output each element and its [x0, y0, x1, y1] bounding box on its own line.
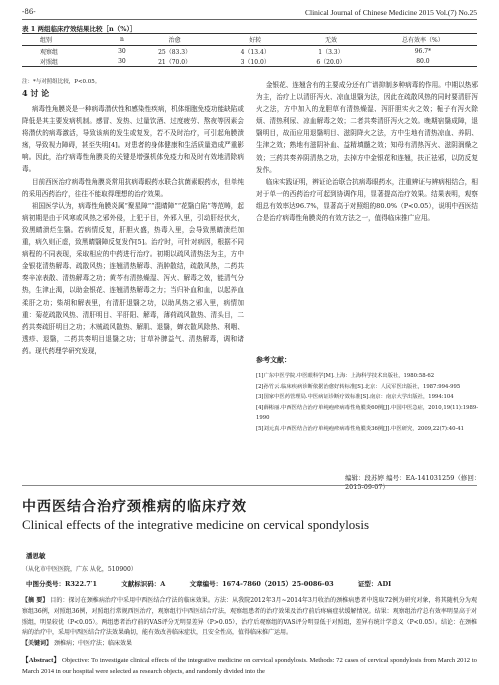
right-column — [256, 79, 478, 224]
article-number: 文章编号：1674-7860（2015）25-0086-03 — [189, 580, 334, 588]
body-paragraph: 病毒性角膜炎是一种病毒潜伏性和感染性疾病，机体细胞免疫功能缺陷或降低是其主要发病机制。感冒、发热、过量饮酒、过度疲劳、熬夜等因素会将潜伏的病毒激活，导致该病的发生或复发，若不及时治疗，可引起角膜溃疡，导致视力障碍，甚至失明[4]。对患者的身体健康和生活质量造成严重影响。因此，治疗病毒性角膜炎的关键是增强机体免疫力和及时有效地清除病毒。 — [22, 105, 244, 174]
table-cell: 6（20.0） — [293, 56, 369, 67]
table-header-cell: 无效 — [293, 34, 369, 46]
table-cell: 96.7* — [414, 47, 432, 55]
abstract-text: 目的：探讨在颈椎病治疗中采用中西医结合疗法的临床效果。方法：从我院2012年3月~2014年3月收治的颈椎病患者中选取72例为研究对象，将其随机分为观察组36例，对照组36例，对照组行常规西医治疗，观察组行中西医结合疗法，观察组患者的治疗效果及治疗前后疼痛症状缓解情况。结果：观察组治疗总有效率明显高于对照组，明显较优（P<0.05）。两组患者治疗前的VAS评分无明显差异（P>0.05），治疗后观察组的VAS评分明显低于对照组，差异有统计学意义（P<0.05）。结论：在颈椎病的治疗中，采用中西医结合疗法效果确切，能有效改善临床症状，且安全性高，值得临床推广运用。 — [22, 597, 478, 637]
editor-line: 编辑：段苏婷 编号：EA-141031259（修回：2015-09-07） — [345, 474, 481, 491]
table-cell: 25（83.3） — [158, 48, 192, 56]
reference-item: [5]刘元真.中西医结合治疗单纯疱疹病毒性角膜炎36例[J].中医研究，2009,22(7):40-41 — [256, 425, 465, 432]
table-cell: 30 — [118, 47, 126, 55]
results-table — [22, 33, 477, 67]
table-header-cell: 组别 — [22, 34, 112, 46]
running-header — [22, 6, 477, 20]
journal-name: Clinical Journal of Chinese Medicine 2015 Vol.(7) No.25 — [305, 8, 477, 17]
author-name: 潘思敏 — [26, 552, 46, 560]
table-header-cell: 好转 — [217, 34, 293, 46]
body-paragraph: 金银花、连翘含有的主要成分还有广谱抑制多种病毒的作用。中期以热邪为主，治疗上以清肝泻火、凉血退翳为法，因此在疏散风热的同时要清肝泻火之法，方中加入的龙胆草有清热燥湿、泻肝胆实火之效；栀子有泻火除烦、清热利尿、凉血解毒之效；二者共奏清肝泻火之效。晚期宿翳成障，退翳明目，故而应用退翳明目、滋阴降火之法，方中生地有清热凉血、养阴、生津之效；熟地有滋阴补血、益精填髓之效；知母有清热泻火、滋阴润燥之效；三药共奏养阴清热之功，去掉方中金银花和连翘，扶正祛邪，以防反复发作。 — [256, 81, 478, 174]
section-heading: 4 讨 论 — [22, 88, 50, 98]
table-header-cell: n — [112, 34, 132, 46]
author-affiliation: （从化市中医医院，广东 从化，510900） — [22, 566, 137, 573]
table-cell: 80.0 — [369, 56, 477, 67]
syndrome-type: 证型：ADI — [357, 580, 392, 588]
article-title-chinese: 中西医结合治疗颈椎病的临床疗效 — [22, 499, 247, 515]
classification-line — [26, 579, 413, 588]
table-row — [22, 56, 477, 67]
reference-item: [2]孙竹云.临床疾病诊断依据治愈好转标准[S].北京：人民军医出版社，1987:994-995 — [256, 383, 461, 390]
abstract-label: 【摘 要】 — [22, 597, 49, 604]
table-cell: 对照组 — [22, 56, 112, 67]
clc-number: 中图分类号：R322.7′1 — [26, 580, 97, 588]
divider — [22, 485, 477, 486]
keywords-text: 颈椎病；中医疗法；临床效果 — [53, 640, 132, 648]
reference-item: [1]广东中医学院.中医眼科学[M].上海：上海科学技术出版社，1980:58-62 — [256, 373, 435, 379]
table-header-cell: 治愈 — [132, 34, 218, 46]
document-code: 文献标识码：A — [121, 580, 166, 588]
table-header-row — [22, 34, 477, 46]
keywords-label: 【关键词】 — [22, 640, 53, 648]
table-cell: 观察组 — [40, 48, 59, 56]
body-paragraph: 临床实践证明，辨证论治联合抗病毒眼药水，注重辨证与辨病相结合，相对于单一的西药治疗可起到协调作用，显著提高治疗效果。结果表明，观察组总有效率达96.7%，显著高于对照组的80.0%（P<0.05），说明中西医结合是治疗病毒性角膜炎的有效方法之一，值得临床推广应用。 — [256, 177, 478, 223]
table-caption: 表 1 两组临床疗效结果比较［n（%）］ — [22, 25, 137, 33]
left-column — [22, 103, 244, 357]
reference-item: [4]薛彬丽.中西医结合治疗单纯疱疹病毒性角膜炎60例[J].中国中医急症，2010,19(11):1989-1990 — [256, 404, 479, 422]
article-title-english: Clinical effects of the integrative medicine on cervical spondylosis — [22, 517, 370, 532]
table-row — [22, 46, 477, 57]
table-cell: 3（10.0） — [217, 56, 293, 67]
abstract-en-label: 【Abstract】 — [22, 657, 61, 664]
reference-list — [256, 371, 478, 435]
table-note: 注：*与对照组比较，P<0.05。 — [22, 79, 101, 85]
table-header-cell: 总有效率（%） — [369, 34, 477, 46]
table-cell: 21（70.0） — [132, 56, 218, 67]
table-cell: 4（13.4） — [240, 48, 270, 56]
references-heading: 参考文献： — [256, 355, 291, 364]
abstract-chinese — [22, 596, 477, 650]
table-cell: 1（3.3） — [318, 48, 344, 56]
page-number: -86- — [22, 8, 36, 16]
body-paragraph: 目前西医治疗病毒性角膜炎常用抗病毒眼药水联合抗菌素眼药水，但单纯的采用西药治疗，往往不能取得理想的治疗效果。 — [22, 177, 244, 198]
reference-item: [3]国家中医药管理局.中医病证诊断疗效标准[S].南京：南京大学出版社，1994:104 — [256, 394, 454, 401]
abstract-en-text: Objective: To investigate clinical effects of the integrative medicine on cervical spondylosis. Methods: 72 cases of cervical spondylosis from March 2012 to March 2014 in our hospital were selected as research objects, and randomly divided into the — [22, 657, 477, 675]
abstract-english — [22, 656, 477, 677]
body-paragraph: 祖国医学认为，病毒性角膜炎属“聚星障”“混睛障”“花翳白陷”等范畴，起病初期是由于风寒或风热之邪外侵，上犯于目，外邪入里，引动肝经伏火，致黑睛溃烂生翳。若病情反复，肝胆火盛，热毒入里，会导致黑睛溃烂加重，病久则正虚，致黑睛翳障反复发作[5]。治疗时，可针对病因，根据不同病程的不同表现，采取相应的中药进行治疗。初期以疏风清热法为主，方中金银花清热解毒、疏散风热；连翘清热解毒、消肿散结，疏散风热，二药共奏辛凉表散、清热解毒之功；黄芩有清热燥湿、泻火、解毒之效，能清气分热，生津止渴，以助金银花、连翘清热解毒之力；当归补血和血，以起养血柔肝之功；柴胡和解表里，有清肝退翳之功，以助风热之邪入里，病情加重：菊花疏散风热、清肝明目、平肝阳、解毒，薄荷疏风散热、清头目，二药共奏疏肝明目之功；木贼疏风散热、解肌、退翳，蝉衣散风除热、利咽、透疹、退翳，二药共奏明目退翳之功；甘草补脾益气、清热解毒，调和诸药。现代药理学研究发现， — [22, 201, 244, 355]
table-cell: 30 — [112, 56, 132, 67]
